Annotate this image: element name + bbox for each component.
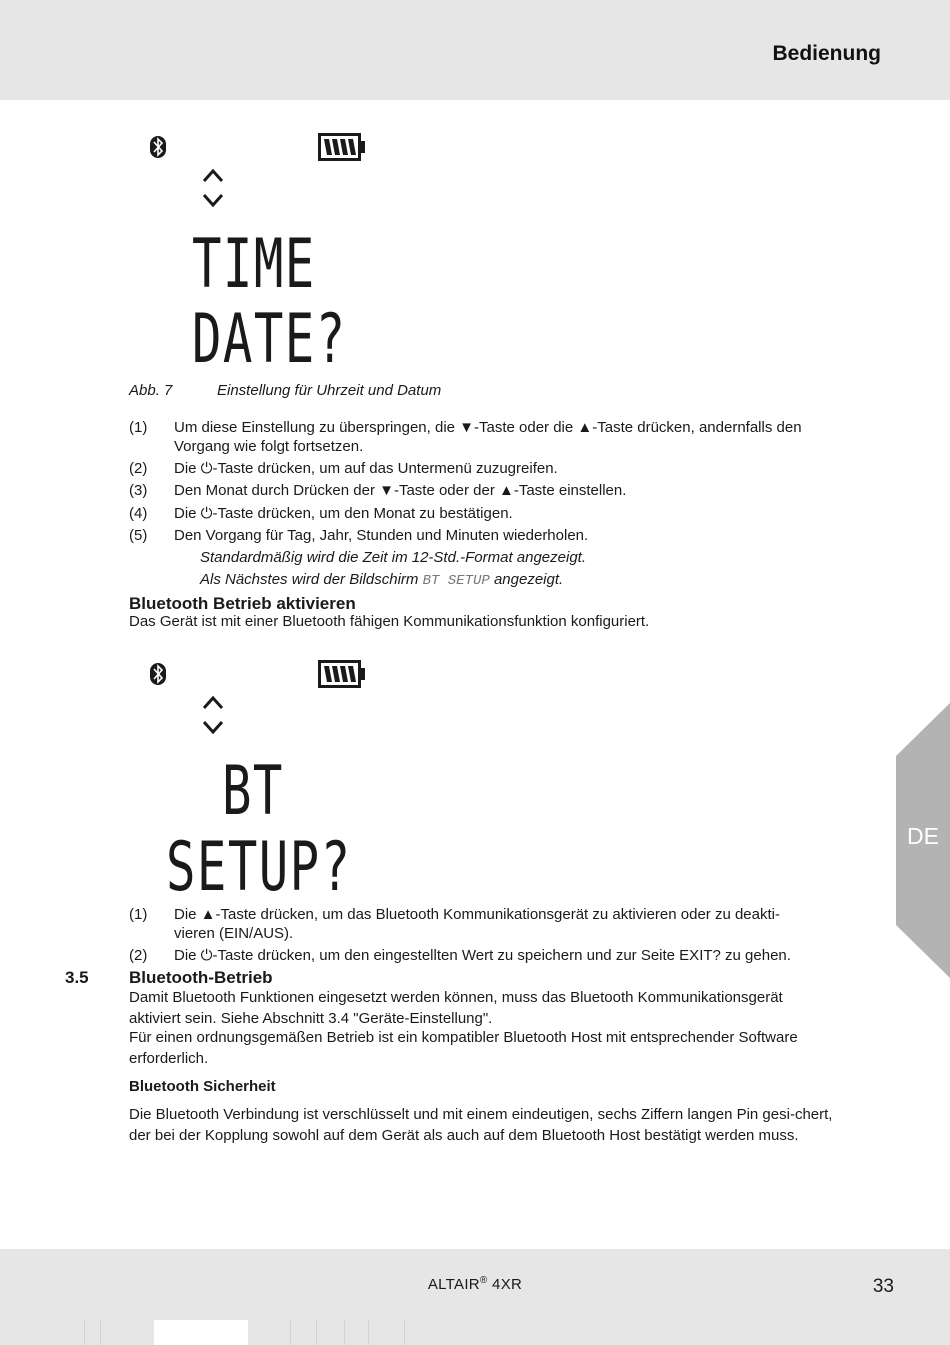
divider xyxy=(290,1320,291,1345)
divider xyxy=(404,1320,405,1345)
note-text-post: angezeigt. xyxy=(489,571,564,588)
lcd-display-bt-setup xyxy=(140,652,380,907)
security-paragraph: Die Bluetooth Verbindung ist verschlüsselt und mit einem eindeutigen, sechs Ziffern langen Pin gesi-chert, der bei der Kopplung sowohl auf dem Gerät als auch auf dem Bluetooth Host bestätigt werden muss. xyxy=(129,1106,833,1144)
step-text: Die ⏻-Taste drücken, um auf das Untermenü zuzugreifen. xyxy=(174,460,558,477)
divider xyxy=(344,1320,345,1345)
bluetooth-icon xyxy=(149,662,167,686)
registered-mark: ® xyxy=(479,1275,488,1286)
product-model: 4XR xyxy=(487,1276,523,1293)
footer-strip xyxy=(154,1320,248,1345)
bluetooth-icon xyxy=(149,135,167,159)
battery-full-icon xyxy=(318,133,366,161)
step-text: Die ⏻-Taste drücken, um den eingestellten Wert zu speichern und zur Seite EXIT? zu gehen. xyxy=(174,947,791,964)
divider xyxy=(368,1320,369,1345)
note-next-screen xyxy=(200,571,563,589)
lcd-line-2: SETUP? xyxy=(166,828,352,907)
step-number: (2) xyxy=(129,460,148,477)
figure-caption xyxy=(129,382,442,399)
language-label: DE xyxy=(907,823,939,849)
lcd-line-1: TIME xyxy=(192,225,316,304)
step-number: (4) xyxy=(129,505,148,522)
bt-activate-heading: Bluetooth Betrieb aktivieren xyxy=(129,594,356,613)
up-down-arrows-icon xyxy=(202,692,224,738)
step-text: Die ▲-Taste drücken, um das Bluetooth Kommunikationsgerät zu aktivieren oder zu deakti-vieren (EIN/AUS). xyxy=(174,906,780,942)
step-text: Die ⏻-Taste drücken, um den Monat zu bestätigen. xyxy=(174,505,513,522)
note-text-pre: Als Nächstes wird der Bildschirm xyxy=(200,571,423,588)
lcd-line-1: BT xyxy=(222,752,284,831)
step-text: Um diese Einstellung zu überspringen, die ▼-Taste oder die ▲-Taste drücken, andernfalls den Vorgang wie folgt fortsetzen. xyxy=(174,419,802,455)
note-default-format: Standardmäßig wird die Zeit im 12-Std.-Format angezeigt. xyxy=(200,549,586,566)
step-number: (5) xyxy=(129,527,148,544)
section-paragraph-1: Damit Bluetooth Funktionen eingesetzt werden können, muss das Bluetooth Kommunikationsgerät aktiviert sein. Siehe Abschnitt 3.4 "Geräte-Einstellung". xyxy=(129,989,783,1027)
bt-activate-text: Das Gerät ist mit einer Bluetooth fähigen Kommunikationsfunktion konfiguriert. xyxy=(129,613,650,630)
section-heading: Bluetooth-Betrieb xyxy=(129,968,273,987)
section-paragraph-2: Für einen ordnungsgemäßen Betrieb ist ein kompatibler Bluetooth Host mit entsprechender Software erforderlich. xyxy=(129,1029,798,1067)
battery-full-icon xyxy=(318,660,366,688)
figure-title: Einstellung für Uhrzeit und Datum xyxy=(217,382,442,399)
up-down-arrows-icon xyxy=(202,165,224,211)
product-name: ALTAIR xyxy=(427,1276,480,1293)
security-heading: Bluetooth Sicherheit xyxy=(129,1078,276,1095)
footer-product xyxy=(0,1275,950,1293)
step-number: (1) xyxy=(129,419,148,436)
note-code: BT SETUP xyxy=(422,573,490,589)
divider xyxy=(316,1320,317,1345)
page-number: 33 xyxy=(872,1276,894,1297)
step-number: (1) xyxy=(129,906,148,923)
page-footer xyxy=(0,1249,950,1345)
section-number: 3.5 xyxy=(65,968,89,987)
step-text: Den Vorgang für Tag, Jahr, Stunden und Minuten wiederholen. xyxy=(174,527,589,544)
step-text: Den Monat durch Drücken der ▼-Taste oder der ▲-Taste einstellen. xyxy=(174,482,627,499)
lcd-display-time-date xyxy=(140,125,380,379)
figure-label: Abb. 7 xyxy=(129,382,173,399)
divider xyxy=(84,1320,85,1345)
section-title: Bedienung xyxy=(772,42,881,65)
lcd-line-2: DATE? xyxy=(192,300,347,379)
step-number: (2) xyxy=(129,947,148,964)
step-number: (3) xyxy=(129,482,148,499)
divider xyxy=(100,1320,101,1345)
